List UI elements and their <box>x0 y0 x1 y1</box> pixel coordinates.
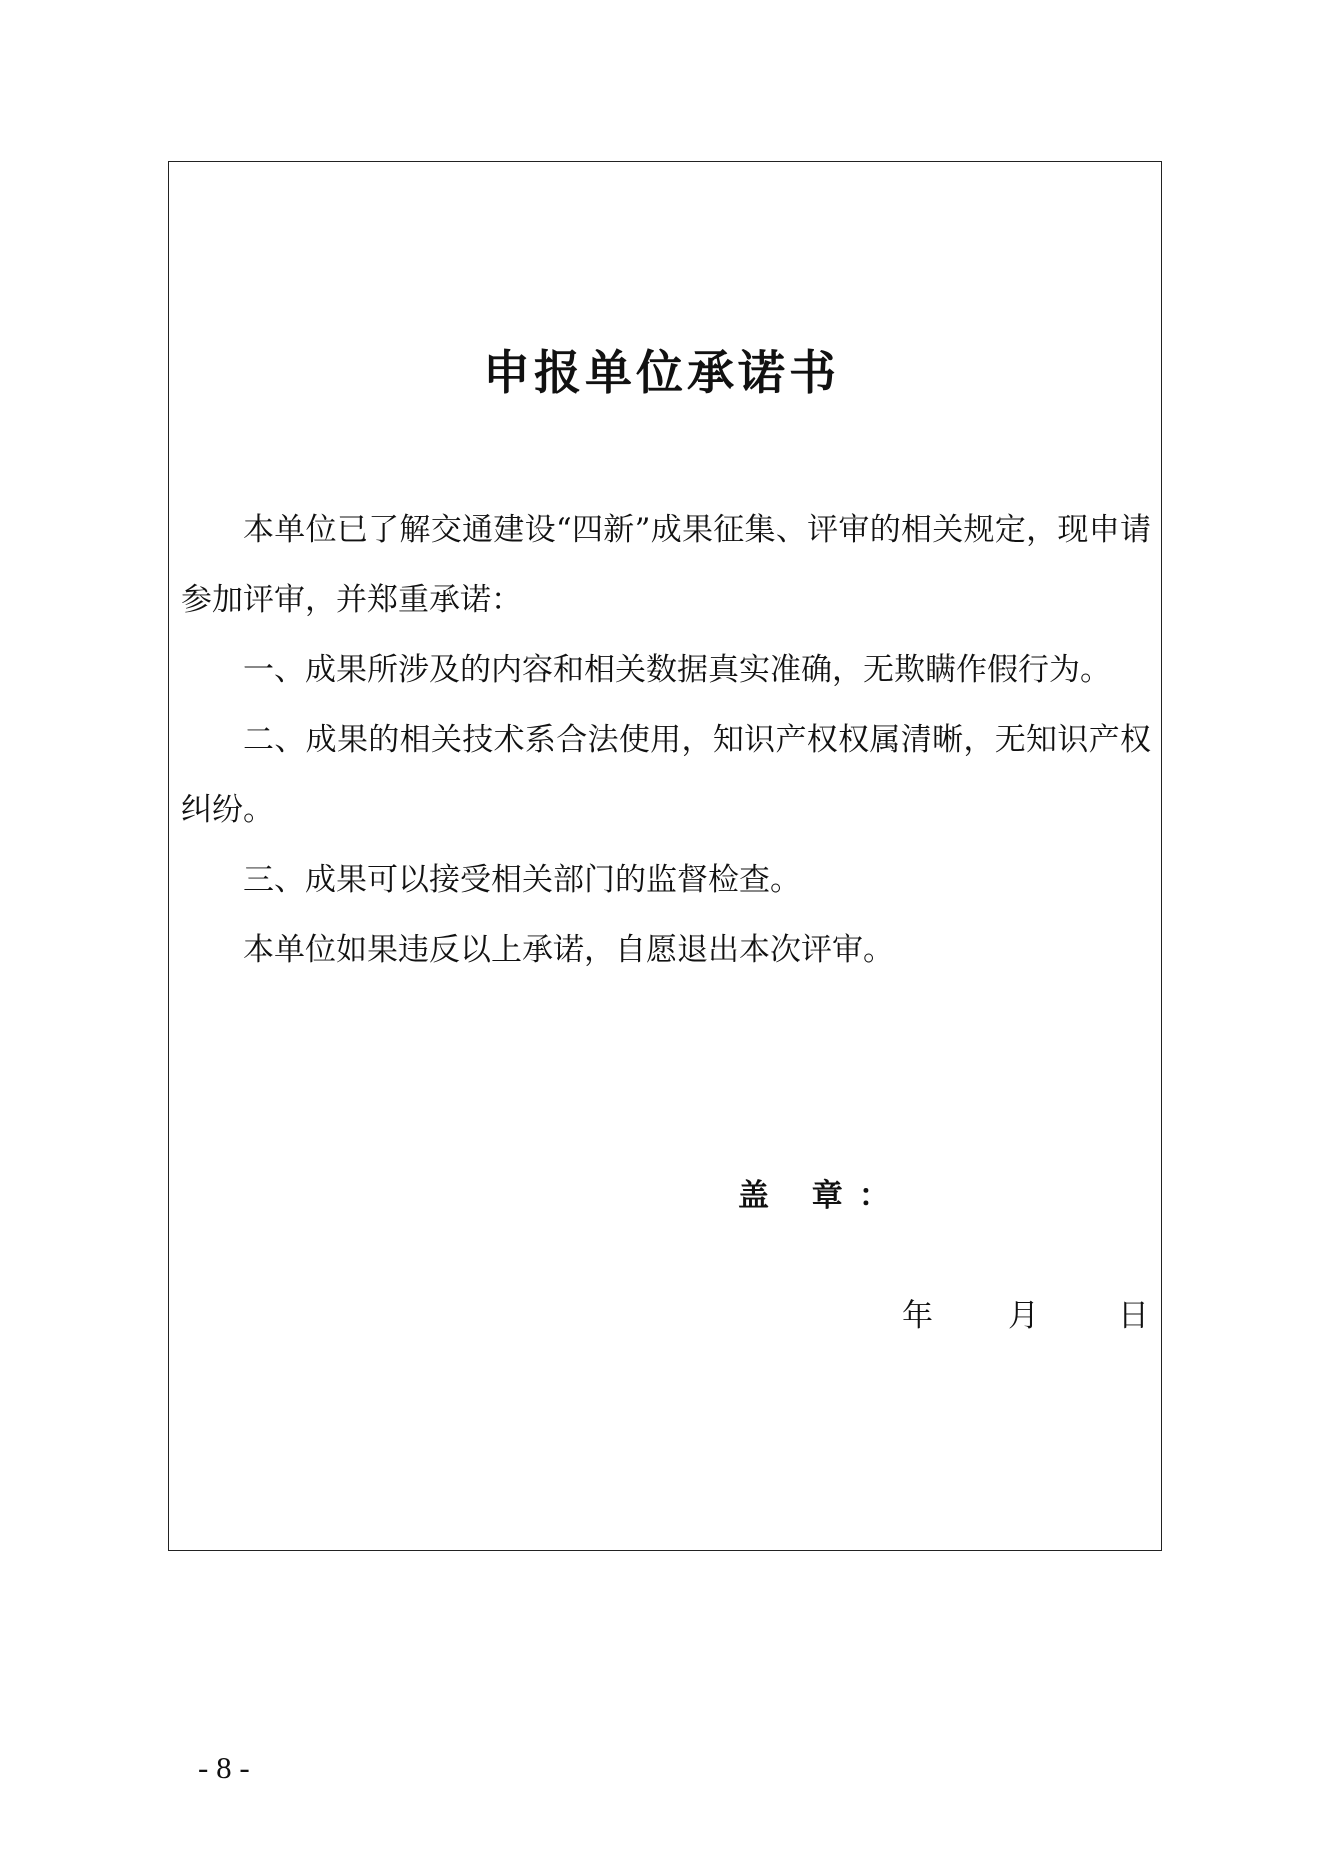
paragraph-closing: 本单位如果违反以上承诺，自愿退出本次评审。 <box>243 932 894 968</box>
paragraph-intro: 本单位已了解交通建设“四新”成果征集、评审的相关规定，现申请参加评审，并郑重承诺： <box>181 512 1151 618</box>
paragraph-commitment-2: 二、成果的相关技术系合法使用，知识产权权属清晰，无知识产权纠纷。 <box>181 722 1151 828</box>
document-title: 申报单位承诺书 <box>483 346 840 401</box>
date-month-label: 月 <box>1008 1298 1039 1334</box>
page-number: - 8 - <box>198 1750 250 1785</box>
date-year-label: 年 <box>902 1298 933 1334</box>
date-day-label: 日 <box>1118 1298 1149 1334</box>
paragraph-commitment-1: 一、成果所涉及的内容和相关数据真实准确，无欺瞒作假行为。 <box>243 652 1111 688</box>
document-body <box>181 495 1151 985</box>
paragraph-commitment-3: 三、成果可以接受相关部门的监督检查。 <box>243 862 801 898</box>
seal-label: 盖 章： <box>738 1178 906 1214</box>
